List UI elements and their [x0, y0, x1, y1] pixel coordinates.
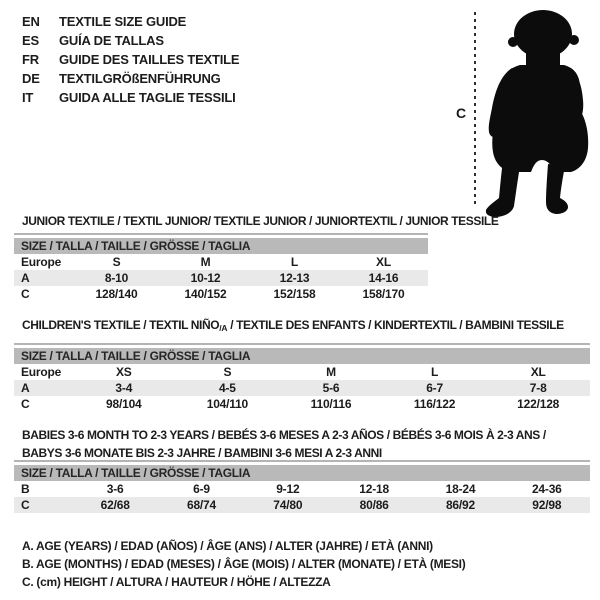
babies-heading-line1: BABIES 3-6 MONTH TO 2-3 YEARS / BEBÉS 3-6 MESES A 2-3 AÑOS / BÉBÉS 3-6 MOIS À 2-3 ANS /: [22, 428, 546, 442]
language-title: GUIDA ALLE TAGLIE TESSILI: [59, 90, 236, 105]
size-cell: S: [223, 365, 232, 379]
age-cell: 4-5: [219, 381, 236, 395]
row-europe: [14, 254, 428, 270]
age-cell: 24-36: [531, 482, 562, 496]
height-cell: 128/140: [95, 287, 138, 301]
height-cell: 62/68: [100, 498, 130, 512]
height-cell: 92/98: [532, 498, 562, 512]
language-code: EN: [22, 14, 40, 29]
language-guide: [22, 12, 239, 107]
legend-a: A. AGE (YEARS) / EDAD (AÑOS) / ÂGE (ANS) / ALTER (JAHRE) / ETÀ (ANNI): [22, 539, 433, 553]
age-cell: 9-12: [276, 482, 300, 496]
measure-legend: [22, 537, 465, 591]
language-row-fr: [22, 50, 239, 69]
babies-heading: [22, 426, 546, 462]
age-cell: 3-4: [115, 381, 133, 395]
age-cell: 10-12: [190, 271, 221, 285]
table-top-rule: [14, 343, 590, 345]
language-code: ES: [22, 33, 39, 48]
height-cell: 116/122: [413, 397, 456, 411]
age-cell: 6-9: [193, 482, 210, 496]
size-cell: XL: [530, 365, 546, 379]
language-code: FR: [22, 52, 39, 67]
row-a-age-years: [14, 380, 590, 396]
age-cell: 7-8: [529, 381, 547, 395]
row-label: Europe: [21, 365, 62, 379]
row-label: C: [21, 498, 30, 512]
height-cell: 74/80: [273, 498, 303, 512]
size-cell: L: [431, 365, 439, 379]
age-cell: 3-6: [106, 482, 124, 496]
language-row-de: [22, 69, 239, 88]
row-c-height: [14, 286, 428, 302]
row-label: Europe: [21, 255, 62, 269]
row-c-height: [14, 396, 590, 412]
row-b-age-months: [14, 481, 590, 497]
legend-c: C. (cm) HEIGHT / ALTURA / HAUTEUR / HÖHE / ALTEZZA: [22, 575, 331, 589]
height-cell: 98/104: [106, 397, 142, 411]
age-cell: 12-13: [279, 271, 310, 285]
row-c-height: [14, 497, 590, 513]
children-heading: [22, 318, 564, 332]
language-title: TEXTILE SIZE GUIDE: [59, 14, 187, 29]
row-label: C: [21, 287, 30, 301]
age-cell: 14-16: [368, 271, 399, 285]
age-cell: 6-7: [426, 381, 443, 395]
age-cell: 18-24: [445, 482, 476, 496]
legend-b: B. AGE (MONTHS) / EDAD (MESES) / ÂGE (MOIS) / ALTER (MONATE) / ETÀ (MESI): [22, 557, 466, 571]
language-code: IT: [22, 90, 34, 105]
height-cell: 158/170: [362, 287, 405, 301]
size-cell: L: [290, 255, 299, 269]
row-label: B: [21, 482, 30, 496]
age-cell: 12-18: [359, 482, 389, 496]
size-cell: S: [112, 255, 121, 269]
children-heading-subscript: /A: [219, 323, 228, 333]
height-cell: 86/92: [445, 498, 475, 512]
junior-heading: JUNIOR TEXTILE / TEXTIL JUNIOR/ TEXTILE JUNIOR / JUNIORTEXTIL / JUNIOR TESSILE: [22, 214, 499, 228]
toddler-silhouette-icon: [484, 8, 596, 218]
children-heading-prefix: CHILDREN'S TEXTILE / TEXTIL NIÑO: [22, 318, 220, 332]
language-row-es: [22, 31, 239, 50]
height-cell: 122/128: [517, 397, 560, 411]
size-cell: XS: [115, 365, 132, 379]
size-cell: XL: [376, 255, 391, 269]
row-label: C: [21, 397, 30, 411]
row-label: A: [21, 271, 30, 285]
height-cell: 110/116: [310, 397, 352, 411]
size-cell: M: [326, 365, 336, 379]
height-measure-line: [474, 12, 476, 208]
table-top-rule: [14, 233, 428, 235]
language-title: GUIDE DES TAILLES TEXTILE: [59, 52, 240, 67]
row-label: A: [21, 381, 30, 395]
children-size-table: [14, 343, 590, 412]
age-cell: 5-6: [322, 381, 340, 395]
size-header: SIZE / TALLA / TAILLE / GRÖSSE / TAGLIA: [14, 348, 590, 364]
language-title: TEXTILGRÖßENFÜHRUNG: [59, 71, 221, 86]
height-cell: 68/74: [186, 498, 216, 512]
junior-size-table: [14, 233, 428, 302]
language-row-en: [22, 12, 239, 31]
height-measure-label: C: [456, 105, 467, 121]
language-code: DE: [22, 71, 40, 86]
row-a-age-years: [14, 270, 428, 286]
size-header: SIZE / TALLA / TAILLE / GRÖSSE / TAGLIA: [14, 465, 590, 481]
height-cell: 80/86: [359, 498, 389, 512]
row-europe: [14, 364, 590, 380]
language-row-it: [22, 88, 239, 107]
language-title: GUÍA DE TALLAS: [59, 33, 164, 48]
height-cell: 140/152: [184, 287, 227, 301]
table-top-rule: [14, 460, 590, 462]
height-cell: 152/158: [273, 287, 316, 301]
babies-size-table: [14, 460, 590, 513]
children-heading-suffix: / TEXTILE DES ENFANTS / KINDERTEXTIL / BAMBINI TESSILE: [227, 318, 564, 332]
size-header: SIZE / TALLA / TAILLE / GRÖSSE / TAGLIA: [14, 238, 428, 254]
age-cell: 8-10: [104, 271, 129, 285]
size-cell: M: [200, 255, 211, 269]
height-cell: 104/110: [206, 397, 249, 411]
babies-heading-line2: BABYS 3-6 MONATE BIS 2-3 JAHRE / BAMBINI 3-6 MESI A 2-3 ANNI: [22, 446, 382, 460]
